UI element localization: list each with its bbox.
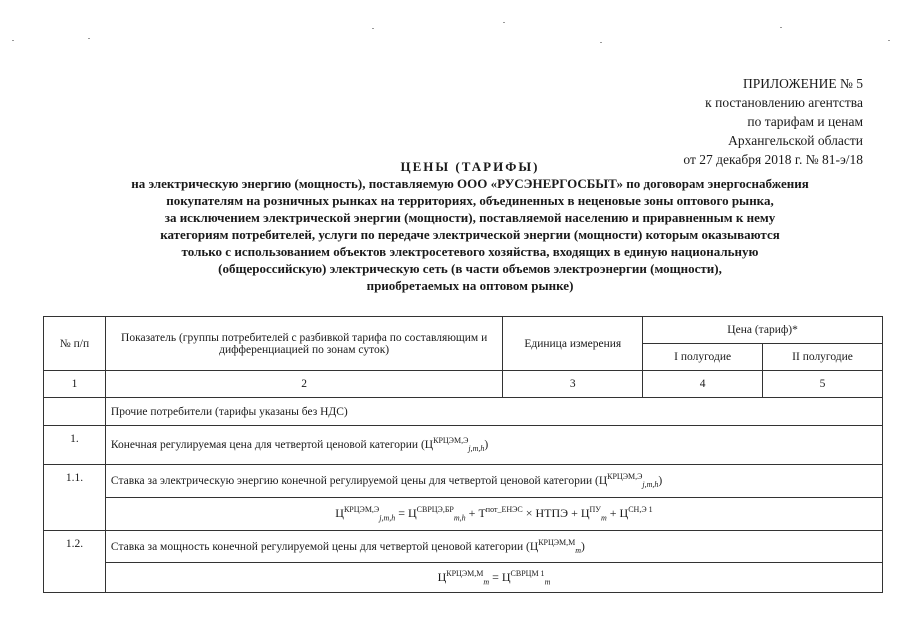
column-number-row	[44, 371, 883, 398]
row-number: 1.1.	[44, 465, 106, 531]
appendix-block	[603, 74, 863, 169]
header-unit: Единица измерения	[503, 317, 643, 371]
col-number: 4	[643, 371, 763, 398]
row-label: Конечная регулируемая цена для четвертой ценовой категории $(Ц^{КРЦЭМ,Э}_{j,m,h})$	[105, 426, 882, 465]
header-num: № п/п	[44, 317, 106, 371]
table-row	[44, 426, 883, 465]
appendix-line: к постановлению агентства	[705, 95, 863, 110]
row-number: 1.2.	[44, 531, 106, 593]
other-consumers-label: Прочие потребители (тарифы указаны без НДС)	[105, 398, 882, 426]
scan-speck	[503, 22, 505, 23]
appendix-date: от 27 декабря 2018 г. № 81-э/18	[683, 152, 863, 167]
title-heading: ЦЕНЫ (ТАРИФЫ)	[400, 159, 540, 174]
formula-row	[44, 563, 883, 593]
row-label: Ставка за мощность конечной регулируемой цены для четвертой ценовой категории $(Ц^{КРЦЭМ,М}_m)$	[105, 531, 882, 563]
header-price: Цена (тариф)*	[643, 317, 883, 344]
table-row	[44, 465, 883, 498]
scan-speck	[780, 27, 782, 28]
row-label: Ставка за электрическую энергию конечной регулируемой цены для четвертой ценовой категории $(Ц^{КРЦЭМ,Э}_{j,m,h})$	[105, 465, 882, 498]
appendix-number: ПРИЛОЖЕНИЕ № 5	[742, 76, 863, 91]
title-line: на электрическую энергию (мощность), поставляемую ООО «РУСЭНЕРГОСБЫТ» по договорам энергоснабжения	[131, 176, 809, 191]
title-line: за исключением электрической энергии (мощности), поставляемой населению и приравненным к нему	[164, 210, 776, 225]
title-line: (общероссийскую) электрическую сеть (в части объемов электроэнергии (мощности),	[218, 261, 722, 276]
title-line: категориям потребителей, услуги по передаче электрической энергии (мощности) которым оказываются	[160, 227, 780, 242]
formula-row	[44, 498, 883, 531]
tariff-table	[43, 316, 883, 593]
table-row	[44, 531, 883, 563]
scan-speck	[600, 42, 602, 43]
appendix-line: Архангельской области	[728, 133, 863, 148]
col-number: 2	[105, 371, 502, 398]
energy-rate-formula: $Ц^{КРЦЭМ,Э}_{j,m,h} = Ц^{СВРЦЭ,БР}_{m,h} + Т^{пот\_ЕНЭС}$ × НТПЭ + $Ц^{ПУ}_m + Ц^{СН,Э 1}$	[105, 498, 882, 531]
title-line: приобретаемых на оптовом рынке)	[366, 278, 574, 293]
col-number: 1	[44, 371, 106, 398]
header-half2: II полугодие	[763, 344, 883, 371]
title-line: только с использованием объектов электросетевого хозяйства, входящих в единую национальную	[181, 244, 759, 259]
scan-speck	[88, 38, 90, 39]
capacity-rate-formula: $Ц^{КРЦЭМ,М}_m = Ц^{СВРЦМ 1}_m$	[105, 563, 882, 593]
row-number: 1.	[44, 426, 106, 465]
scan-speck	[12, 40, 14, 41]
header-half1: I полугодие	[643, 344, 763, 371]
header-row	[44, 317, 883, 344]
scan-speck	[888, 40, 890, 41]
document-title	[40, 158, 900, 294]
table-row	[44, 398, 883, 426]
appendix-line: по тарифам и ценам	[747, 114, 863, 129]
col-number: 3	[503, 371, 643, 398]
title-line: покупателям на розничных рынках на территориях, объединенных в неценовые зоны оптового рынка,	[166, 193, 774, 208]
scan-speck	[372, 28, 374, 29]
header-indicator: Показатель (группы потребителей с разбивкой тарифа по составляющим и дифференциацией по зонам суток)	[105, 317, 502, 371]
col-number: 5	[763, 371, 883, 398]
